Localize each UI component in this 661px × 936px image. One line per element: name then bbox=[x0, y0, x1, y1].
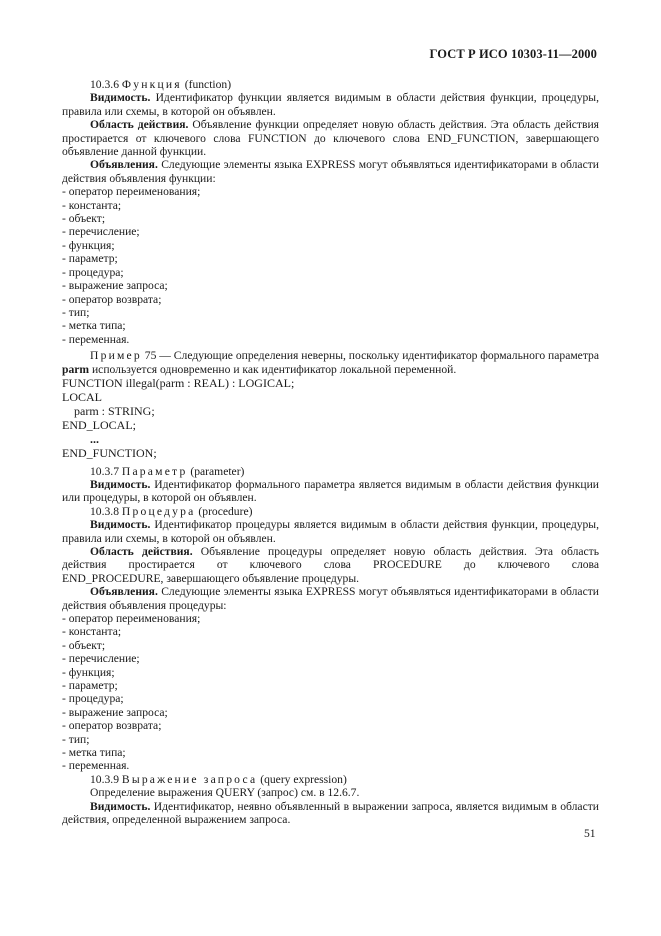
procedure-declarations-paragraph: Объявления. Следующие элементы языка EXPRESS могут объявляться идентификаторами в области действия объявления процедуры: bbox=[62, 585, 599, 612]
example-75-paragraph: Пример 75 — Следующие определения неверны, поскольку идентификатор формального параметра parm используется одновременно и как идентификатор локальной переменной. bbox=[62, 349, 599, 376]
standard-header: ГОСТ Р ИСО 10303-11—2000 bbox=[429, 47, 597, 61]
list-item: - процедура; bbox=[62, 265, 124, 279]
list-item: - выражение запроса; bbox=[62, 705, 168, 719]
list-item: - оператор возврата; bbox=[62, 292, 162, 306]
list-item: - функция; bbox=[62, 665, 115, 679]
page-number: 51 bbox=[584, 827, 596, 840]
procedure-scope-paragraph: Область действия. Объявление процедуры определяет новую область действия. Эта область действия простирается от ключевого слова PROCEDURE до ключевого слова END_PROCEDURE, завершающего объявление процедуры. bbox=[62, 544, 599, 585]
function-declarations-paragraph: Объявления. Следующие элементы языка EXPRESS могут объявляться идентификаторами в области действия объявления функции: bbox=[62, 158, 599, 185]
list-item: - оператор переименования; bbox=[62, 611, 201, 625]
code-line: ... bbox=[90, 432, 99, 447]
list-item: - метка типа; bbox=[62, 746, 126, 760]
list-item: - объект; bbox=[62, 638, 106, 652]
list-item: - перечисление; bbox=[62, 652, 140, 666]
function-scope-paragraph: Область действия. Объявление функции определяет новую область действия. Эта область действия простирается от ключевого слова FUNCTION до ключевого слова END_FUNCTION, завершающего объявление данной функции. bbox=[62, 118, 600, 159]
list-item: - функция; bbox=[62, 238, 115, 252]
list-item: - константа; bbox=[62, 625, 122, 639]
list-item: - константа; bbox=[62, 198, 122, 212]
list-item: - переменная. bbox=[62, 759, 130, 773]
query-visibility-paragraph: Видимость. Идентификатор, неявно объявленный в выражении запроса, является видимым в области действия, определенной выражением запроса. bbox=[62, 799, 599, 827]
code-line: END_LOCAL; bbox=[62, 418, 136, 433]
list-item: - выражение запроса; bbox=[62, 279, 168, 293]
section-heading-10-3-7: 10.3.7 Параметр (parameter) bbox=[90, 464, 245, 478]
list-item: - оператор возврата; bbox=[62, 719, 162, 733]
list-item: - перечисление; bbox=[62, 225, 140, 239]
procedure-declarations-list bbox=[62, 612, 599, 773]
query-definition-paragraph: Определение выражения QUERY (запрос) см. в 12.6.7. bbox=[90, 786, 360, 800]
function-declarations-list bbox=[62, 185, 599, 346]
code-line: END_FUNCTION; bbox=[62, 446, 157, 461]
list-item: - переменная. bbox=[62, 332, 130, 346]
section-heading-10-3-8: 10.3.8 Процедура (procedure) bbox=[90, 504, 253, 518]
code-line: parm : STRING; bbox=[74, 404, 155, 419]
list-item: - оператор переименования; bbox=[62, 185, 201, 199]
section-heading-10-3-6: 10.3.6 Функция (function) bbox=[90, 78, 232, 91]
code-line: FUNCTION illegal(parm : REAL) : LOGICAL; bbox=[62, 375, 295, 390]
list-item: - тип; bbox=[62, 732, 90, 746]
list-item: - объект; bbox=[62, 212, 106, 226]
list-item: - параметр; bbox=[62, 679, 118, 692]
section-heading-10-3-9: 10.3.9 Выражение запроса (query expression) bbox=[90, 772, 347, 786]
list-item: - процедура; bbox=[62, 692, 124, 706]
code-example bbox=[62, 376, 599, 461]
procedure-visibility-paragraph: Видимость. Идентификатор процедуры является видимым в области действия функции, процедуры, правила или схемы, в которой он объявлен. bbox=[62, 518, 599, 545]
parameter-visibility-paragraph: Видимость. Идентификатор формального параметра является видимым в области действия функции или процедуры, в которой он объявлен. bbox=[62, 477, 599, 505]
list-item: - тип; bbox=[62, 305, 90, 319]
list-item: - параметр; bbox=[62, 252, 118, 266]
page-content bbox=[62, 78, 599, 826]
list-item: - метка типа; bbox=[62, 319, 126, 333]
function-visibility-paragraph: Видимость. Идентификатор функции является видимым в области действия функции, процедуры, правила или схемы, в которой он объявлен. bbox=[62, 91, 599, 118]
code-line: LOCAL bbox=[62, 390, 102, 405]
